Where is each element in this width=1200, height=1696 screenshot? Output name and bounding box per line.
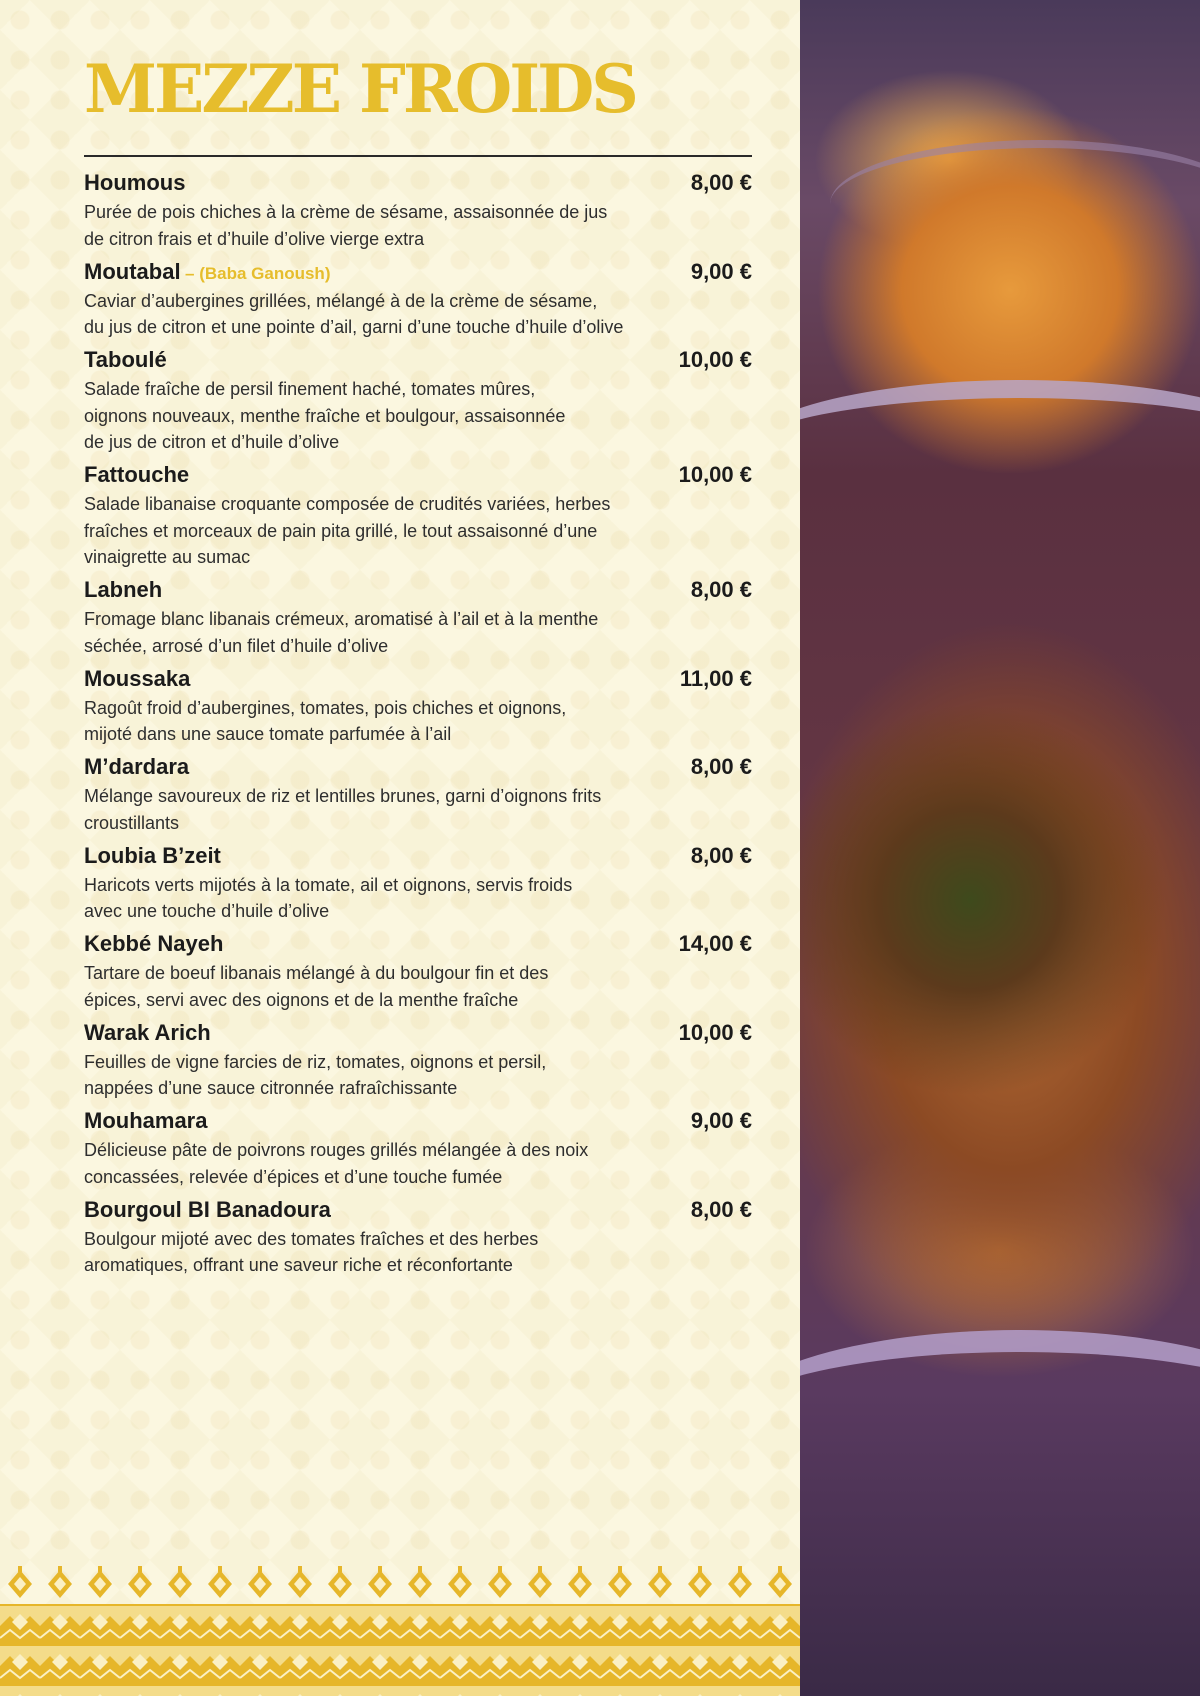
menu-item-description: Mélange savoureux de riz et lentilles brunes, garni d’oignons frits croustillants [84, 786, 602, 833]
menu-item-header [84, 666, 752, 695]
menu-item-name: Loubia B’zeit [84, 842, 221, 868]
menu-item [84, 666, 752, 748]
menu-item-name: Taboulé [84, 347, 167, 372]
menu-item-name: Houmous [84, 170, 186, 195]
plate-rim [830, 140, 1200, 268]
menu-item-price: 8,00 € [690, 170, 752, 195]
menu-item [84, 931, 752, 1013]
menu-item-name: Warak Arich [84, 1019, 211, 1045]
menu-item-name: Mouhamara [84, 1108, 208, 1133]
menu-item [84, 843, 752, 925]
menu-item-header [84, 1197, 752, 1226]
menu-item [84, 577, 752, 659]
menu-item-name: Bourgoul BI Banadoura [84, 1196, 331, 1222]
menu-item-price: 14,00 € [678, 931, 752, 956]
title-divider [84, 155, 752, 157]
menu-item-description: Fromage blanc libanais crémeux, aromatisé à l’ail et à la menthe séchée, arrosé d’un filet d’huile d’olive [84, 609, 599, 656]
menu-item [84, 1197, 752, 1279]
menu-item-price: 10,00 € [678, 462, 752, 487]
menu-item-price: 10,00 € [678, 1019, 752, 1045]
plate-rim [800, 1330, 1200, 1522]
menu-items-list [84, 170, 752, 1285]
menu-item-description: Feuilles de vigne farcies de riz, tomates, oignons et persil, nappées d’une sauce citronnée rafraîchissante [84, 1051, 547, 1098]
plate-rim [800, 380, 1200, 528]
menu-item-header [84, 843, 752, 872]
menu-item-header [84, 577, 752, 606]
menu-item-description: Délicieuse pâte de poivrons rouges grillés mélangée à des noix concassées, relevée d’épices et d’une touche fumée [84, 1140, 589, 1187]
menu-item-price: 8,00 € [690, 577, 752, 602]
menu-item [84, 170, 752, 252]
menu-item-price: 9,00 € [690, 258, 752, 284]
menu-item-header [84, 347, 752, 376]
menu-item-description: Salade libanaise croquante composée de crudités variées, herbes fraîches et morceaux de pain pita grillé, le tout assaisonné d’une vinaigrette au sumac [84, 494, 611, 567]
menu-item-name: Fattouche [84, 462, 190, 487]
menu-item-price: 10,00 € [678, 347, 752, 372]
menu-item-description: Salade fraîche de persil finement haché, tomates mûres, oignons nouveaux, menthe fraîche et boulgour, assaisonnée de jus de citron et d’huile d’olive [84, 379, 566, 452]
menu-item-header [84, 1020, 752, 1049]
page-title: MEZZE FROIDS [84, 50, 636, 128]
menu-item-description: Haricots verts mijotés à la tomate, ail et oignons, servis froids avec une touche d’huile d’olive [84, 874, 573, 921]
menu-item-description: Ragoût froid d’aubergines, tomates, pois chiches et oignons, mijoté dans une sauce tomate parfumée à l’ail [84, 697, 567, 744]
menu-item-name: Moutabal [84, 258, 181, 284]
menu-item [84, 462, 752, 571]
menu-item-header [84, 259, 752, 288]
menu-item-price: 8,00 € [690, 754, 752, 779]
menu-item [84, 754, 752, 836]
menu-item-price: 8,00 € [690, 1196, 752, 1222]
menu-item-alt-name: – (Baba Ganoush) [185, 263, 331, 283]
menu-item-name: Kebbé Nayeh [84, 931, 224, 956]
menu-item-header [84, 1108, 752, 1137]
menu-item-description: Caviar d’aubergines grillées, mélangé à de la crème de sésame, du jus de citron et une pointe d’ail, garni d’une touche d’huile d’olive [84, 290, 624, 337]
food-photo [800, 0, 1200, 1696]
menu-item-description: Purée de pois chiches à la crème de sésame, assaisonnée de jus de citron frais et d’huile d’olive vierge extra [84, 202, 608, 249]
menu-item-name: Labneh [84, 577, 163, 602]
menu-item-price: 11,00 € [679, 665, 752, 691]
menu-item [84, 259, 752, 341]
menu-item-price: 8,00 € [690, 842, 752, 868]
menu-item-description: Boulgour mijoté avec des tomates fraîches et des herbes aromatiques, offrant une saveur riche et réconfortante [84, 1228, 539, 1275]
menu-item [84, 347, 752, 456]
menu-item-header [84, 754, 752, 783]
menu-item-header [84, 462, 752, 491]
menu-item [84, 1108, 752, 1190]
menu-item [84, 1020, 752, 1102]
decorative-border [0, 1566, 800, 1696]
menu-item-price: 9,00 € [690, 1108, 752, 1133]
menu-item-header [84, 931, 752, 960]
menu-item-header [84, 170, 752, 199]
menu-item-name: Moussaka [84, 665, 191, 691]
menu-item-description: Tartare de boeuf libanais mélangé à du boulgour fin et des épices, servi avec des oignons et de la menthe fraîche [84, 963, 549, 1010]
menu-item-name: M’dardara [84, 754, 190, 779]
